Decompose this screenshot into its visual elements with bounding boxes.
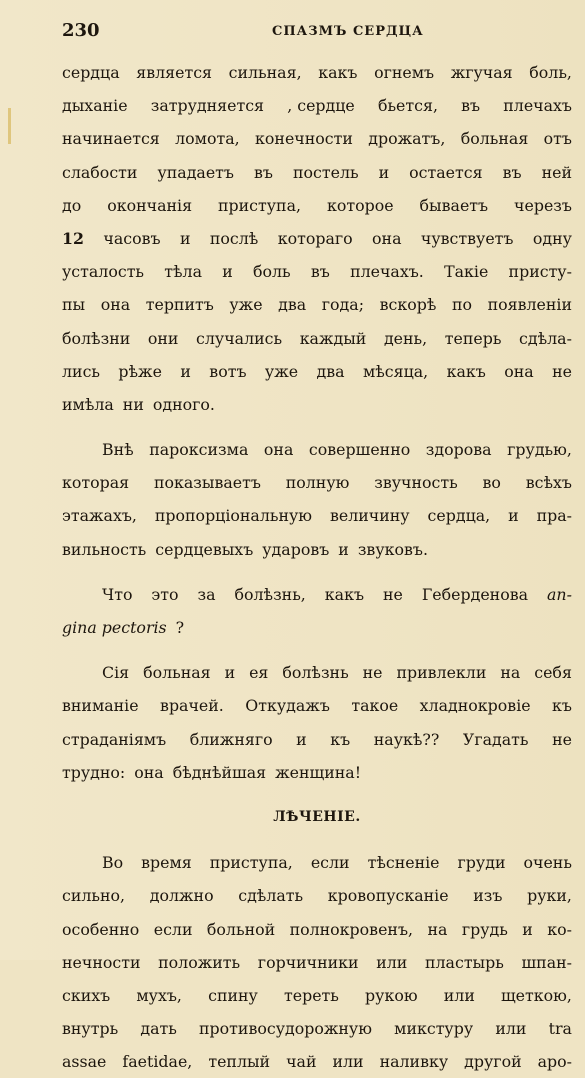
word: пра-: [536, 506, 572, 526]
word: совершенно: [308, 440, 411, 460]
word: въ: [461, 96, 481, 116]
word: трудно:: [62, 762, 126, 782]
word: вниманіе: [62, 696, 139, 716]
text-line: [62, 946, 572, 979]
text-line: [62, 433, 572, 466]
word: и: [296, 729, 307, 749]
word: рукою: [365, 985, 418, 1005]
word: Сія: [102, 663, 130, 683]
word: которое: [326, 195, 394, 215]
word: и: [224, 663, 236, 683]
word: изъ: [473, 886, 503, 906]
word: она: [372, 228, 402, 248]
text-line: [62, 913, 572, 946]
word: пропорціональную: [154, 506, 313, 526]
text-line: [62, 656, 572, 689]
word: ни: [122, 394, 144, 414]
word: и: [522, 919, 533, 939]
word: Такіе: [444, 262, 489, 282]
word: болѣзнь,: [234, 584, 306, 604]
word: спину: [208, 985, 258, 1005]
word: боль,: [529, 63, 572, 82]
margin-stain: [8, 108, 11, 144]
word: такое: [351, 696, 399, 716]
text-line: [62, 122, 572, 155]
word: котораго: [277, 228, 353, 248]
word: кровопусканіе: [327, 886, 449, 906]
word: ломота,: [175, 129, 240, 149]
word: страданіямъ: [62, 729, 167, 749]
word: является: [136, 63, 213, 82]
word: она: [263, 440, 294, 460]
paragraph-5: [62, 846, 572, 1078]
word: это: [151, 584, 179, 604]
page-header: [62, 20, 572, 44]
word: наливку: [379, 1052, 449, 1072]
text-line: [62, 578, 572, 611]
section-heading-line: [62, 801, 572, 834]
word: больная: [460, 129, 529, 149]
word: полную: [285, 473, 350, 493]
word: грудь: [461, 919, 508, 939]
word: появленіи: [487, 295, 572, 315]
word: болѣзни: [62, 328, 131, 348]
word: вотъ: [209, 361, 247, 381]
word: сильно,: [62, 886, 126, 906]
word: она: [504, 361, 534, 381]
word: или: [443, 985, 475, 1005]
page-number: 230: [62, 20, 100, 41]
word: присту-: [508, 262, 572, 282]
word: и: [508, 506, 519, 526]
paragraph-2: [62, 433, 572, 566]
running-title: СПАЗМЪ СЕРДЦА: [272, 24, 424, 39]
word: затрудняется: [150, 96, 265, 116]
word: себя: [534, 663, 572, 683]
text-line: [62, 222, 572, 255]
word: Геберденова: [421, 584, 529, 604]
word: время: [141, 853, 192, 873]
word: упадаетъ: [157, 162, 234, 182]
word: день,: [383, 328, 428, 348]
latin-term: faetidae,: [122, 1052, 193, 1072]
word: дыханіе: [62, 96, 128, 116]
word: жгучая: [450, 63, 513, 82]
word: на: [500, 663, 521, 683]
word: привлекли: [396, 663, 487, 683]
word: чувствуетъ: [420, 228, 514, 248]
word: всѣхъ: [525, 473, 572, 493]
word: отъ: [543, 129, 572, 149]
text-line: [62, 879, 572, 912]
word: мѣсяца,: [362, 361, 429, 381]
word: два: [316, 361, 345, 381]
word: рѣже: [118, 361, 162, 381]
word: послѣ: [209, 228, 259, 248]
word: два: [278, 295, 307, 315]
word: если: [153, 919, 193, 939]
word: приступа,: [218, 195, 302, 215]
word: щеткою,: [501, 985, 572, 1005]
word: величину: [330, 506, 410, 526]
word: въ: [254, 162, 273, 182]
word: она: [134, 762, 164, 782]
word: сердцевыхъ: [155, 539, 254, 559]
word: пластырь: [424, 952, 504, 972]
text-line: [62, 355, 572, 388]
word: больной: [206, 919, 276, 939]
word: болѣзнь: [282, 663, 349, 683]
word: положить: [158, 952, 241, 972]
text-line: [62, 56, 572, 89]
word: противосудорожную: [199, 1019, 372, 1039]
word: шпан-: [521, 952, 572, 972]
word: этажахъ,: [62, 506, 137, 526]
word: внутрь: [62, 1019, 119, 1039]
text-line: [62, 288, 572, 321]
word: полнокровенъ,: [289, 919, 414, 939]
text-line: [62, 979, 572, 1012]
word: пы: [62, 295, 86, 315]
text-line: [62, 255, 572, 288]
word: Что: [102, 584, 133, 604]
word: Во: [102, 853, 124, 873]
text-line: [62, 1012, 572, 1045]
word: къ: [330, 729, 351, 749]
text-line: [62, 611, 572, 644]
word: терпитъ: [145, 295, 214, 315]
word: черезъ: [514, 195, 572, 215]
text-line: [62, 689, 572, 722]
text-line: [62, 466, 572, 499]
question-mark: ?: [175, 618, 185, 637]
word: должно: [149, 886, 214, 906]
text-line: [62, 1045, 572, 1078]
word: горчичники: [257, 952, 359, 972]
word: нечности: [62, 952, 141, 972]
word: постель: [292, 162, 359, 182]
text-line: [62, 723, 572, 756]
word: звучность: [374, 473, 458, 493]
word: особенно: [62, 919, 140, 939]
word: Внѣ: [102, 440, 134, 460]
word: не: [382, 584, 403, 604]
word: дрожатъ,: [368, 129, 446, 149]
word: одну: [532, 228, 572, 248]
word: слабости: [62, 162, 138, 182]
word: бываетъ: [419, 195, 489, 215]
word: не: [552, 729, 572, 749]
word: чай: [286, 1052, 317, 1072]
word: сильная,: [228, 63, 302, 82]
paragraph-3: [62, 578, 572, 644]
word: какъ: [318, 63, 358, 82]
latin-term: assae: [62, 1052, 107, 1072]
word: и: [378, 162, 390, 182]
word: сдѣлать: [238, 886, 304, 906]
word: звуковъ.: [357, 539, 428, 559]
word: имѣла: [62, 394, 114, 414]
word: въ: [310, 262, 330, 282]
number-12: 12: [62, 228, 84, 248]
word: ея: [249, 663, 269, 683]
word: въ: [502, 162, 522, 182]
word: тѣла: [164, 262, 202, 282]
word: уже: [264, 361, 299, 381]
word: , сердце: [287, 96, 355, 116]
latin-term: tra: [548, 1019, 572, 1039]
word: уже: [229, 295, 263, 315]
word: плечахъ: [503, 96, 572, 116]
word: окончанія: [107, 195, 193, 215]
text-line: [62, 156, 572, 189]
word: и: [180, 361, 191, 381]
word: ближняго: [189, 729, 273, 749]
text-line: [62, 388, 572, 421]
word: бѣднѣйшая: [172, 762, 267, 782]
word: на: [427, 919, 448, 939]
word: бьется,: [377, 96, 438, 116]
word: мухъ,: [136, 985, 182, 1005]
text-line: [62, 499, 572, 532]
word: женщина!: [275, 762, 362, 782]
text-line: [62, 533, 572, 566]
word: здорова: [425, 440, 492, 460]
word: огнемъ: [374, 63, 435, 82]
word: дать: [140, 1019, 177, 1039]
word: сердца,: [427, 506, 491, 526]
latin-term: gina pectoris: [62, 618, 167, 637]
word: ударовъ: [262, 539, 330, 559]
word: теплый: [208, 1052, 271, 1072]
word: они: [147, 328, 179, 348]
word: не: [552, 361, 572, 381]
text-line: [62, 322, 572, 355]
word: плечахъ.: [350, 262, 424, 282]
word: врачей.: [160, 696, 224, 716]
word: начинается: [62, 129, 160, 149]
word: до: [62, 195, 82, 215]
text-line: [62, 89, 572, 122]
word: или: [332, 1052, 364, 1072]
word: и: [179, 228, 191, 248]
word: Угадать: [462, 729, 529, 749]
paragraph-1: [62, 56, 572, 421]
section-heading: ЛѢЧЕНІЕ.: [273, 808, 361, 825]
word: она: [100, 295, 131, 315]
text-line: [62, 756, 572, 789]
word: теперь: [444, 328, 502, 348]
word: если: [310, 853, 350, 873]
body-text: [62, 56, 572, 1078]
text-line: [62, 846, 572, 879]
word: по: [451, 295, 472, 315]
word: къ: [552, 696, 572, 716]
word: конечности: [255, 129, 353, 149]
word: вильность: [62, 539, 147, 559]
word: или: [376, 952, 408, 972]
word: груди: [457, 853, 506, 873]
word: аро-: [537, 1052, 572, 1072]
word: или: [495, 1019, 527, 1039]
word: которая: [62, 473, 130, 493]
word: усталость: [62, 262, 145, 282]
word: какъ: [324, 584, 365, 604]
word: за: [197, 584, 216, 604]
word: остается: [409, 162, 483, 182]
word: наукѣ??: [373, 729, 440, 749]
word: показываетъ: [153, 473, 261, 493]
paragraph-4: [62, 656, 572, 789]
word: Откудажъ: [245, 696, 330, 716]
word: какъ: [446, 361, 486, 381]
word: тереть: [284, 985, 339, 1005]
word: не: [362, 663, 383, 683]
word: года;: [321, 295, 365, 315]
latin-term: an-: [546, 584, 572, 604]
word: случались: [196, 328, 283, 348]
word: сдѣла-: [519, 328, 572, 348]
word: больная: [143, 663, 211, 683]
word: другой: [464, 1052, 522, 1072]
word: боль: [252, 262, 291, 282]
word: руки,: [527, 886, 572, 906]
word: ней: [541, 162, 572, 182]
word: микстуру: [394, 1019, 474, 1039]
text-line: [62, 189, 572, 222]
word: приступа,: [209, 853, 293, 873]
word: одного.: [152, 394, 215, 414]
word: очень: [523, 853, 572, 873]
word: и: [338, 539, 349, 559]
word: скихъ: [62, 985, 111, 1005]
word: пароксизма: [149, 440, 249, 460]
word: тѣсненіе: [367, 853, 440, 873]
word: вскорѣ: [379, 295, 437, 315]
word: лись: [62, 361, 101, 381]
word: часовъ: [103, 228, 161, 248]
word: во: [482, 473, 501, 493]
word: ко-: [547, 919, 572, 939]
word: и: [222, 262, 233, 282]
word: сердца: [62, 63, 120, 82]
word: хладнокровіе: [419, 696, 531, 716]
word: каждый: [299, 328, 367, 348]
word: грудью,: [507, 440, 572, 460]
